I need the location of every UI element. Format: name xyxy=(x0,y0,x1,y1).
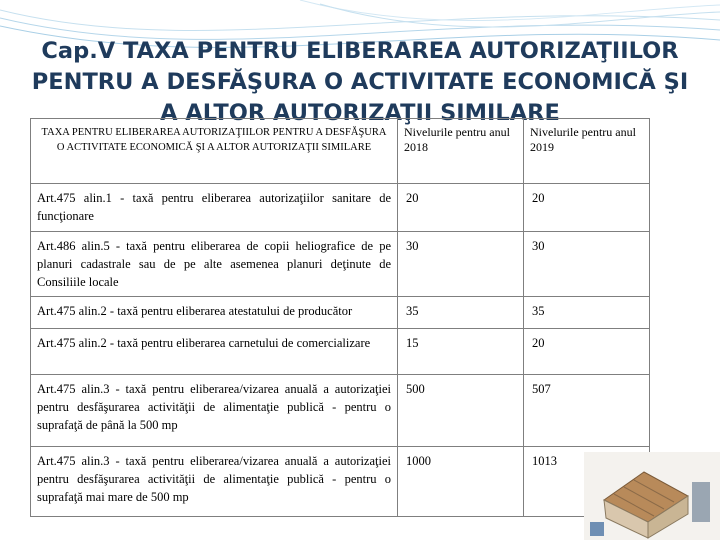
row-value-2018: 15 xyxy=(398,329,524,375)
table-row xyxy=(31,232,650,297)
table-row xyxy=(31,375,650,447)
row-value-2019: 20 xyxy=(524,184,650,232)
row-value-2019: 20 xyxy=(524,329,650,375)
table-header-row xyxy=(31,119,650,184)
row-value-2018: 35 xyxy=(398,297,524,329)
header-2018: Nivelurile pentru anul 2018 xyxy=(398,119,524,184)
table-row xyxy=(31,297,650,329)
row-description: Art.486 alin.5 - taxă pentru eliberarea de copii heliografice de pe planuri cadastrale sau de pe alte asemenea planuri deţinute de Consiliile locale xyxy=(31,232,398,297)
row-value-2019: 30 xyxy=(524,232,650,297)
row-value-2018: 30 xyxy=(398,232,524,297)
row-description: Art.475 alin.1 - taxă pentru eliberarea autorizaţiilor sanitare de funcţionare xyxy=(31,184,398,232)
row-description: Art.475 alin.3 - taxă pentru eliberarea/vizarea anuală a autorizaţiei pentru desfăşurarea activităţii de alimentaţie publică - pentru o suprafaţă mai mare de 500 mp xyxy=(31,447,398,517)
row-description: Art.475 alin.2 - taxă pentru eliberarea atestatului de producător xyxy=(31,297,398,329)
row-value-2018: 20 xyxy=(398,184,524,232)
row-description: Art.475 alin.3 - taxă pentru eliberarea/vizarea anuală a autorizaţiei pentru desfăşurarea activităţii de alimentaţie publică - pentru o suprafaţă de până la 500 mp xyxy=(31,375,398,447)
row-value-2019: 1013 xyxy=(524,447,650,517)
row-value-2018: 500 xyxy=(398,375,524,447)
row-value-2019: 507 xyxy=(524,375,650,447)
table-row xyxy=(31,184,650,232)
house-construction-illustration xyxy=(584,452,720,540)
table-row xyxy=(31,447,650,517)
page-title: Cap.V TAXA PENTRU ELIBERAREA AUTORIZAŢIILOR PENTRU A DESFĂŞURA O ACTIVITATE ECONOMICĂ ŞI A ALTOR AUTORIZAŢII SIMILARE xyxy=(31,38,689,126)
row-value-2019: 35 xyxy=(524,297,650,329)
table-row xyxy=(31,329,650,375)
header-2019: Nivelurile pentru anul 2019 xyxy=(524,119,650,184)
fees-table xyxy=(30,118,650,517)
header-description: TAXA PENTRU ELIBERAREA AUTORIZAŢIILOR PENTRU A DESFĂŞURA O ACTIVITATE ECONOMICĂ ŞI A ALTOR AUTORIZAŢII SIMILARE xyxy=(31,119,398,184)
row-value-2018: 1000 xyxy=(398,447,524,517)
row-description: Art.475 alin.2 - taxă pentru eliberarea carnetului de comercializare xyxy=(31,329,398,375)
